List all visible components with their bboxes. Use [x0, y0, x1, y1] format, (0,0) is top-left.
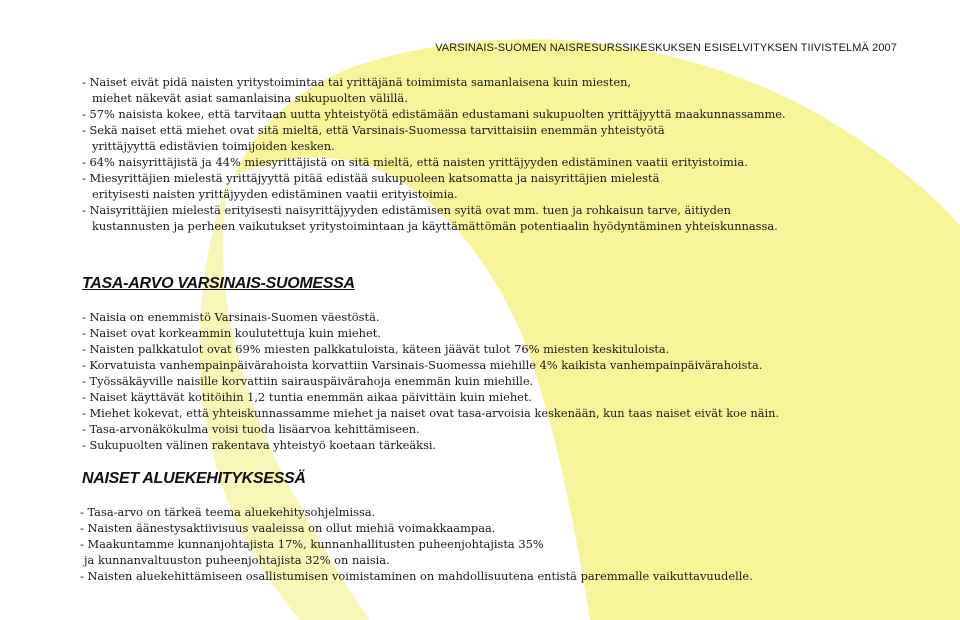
bullet-line: - Naiset ovat korkeammin koulutettuja kuin miehet. [82, 326, 381, 340]
bullet-line: - Naisten äänestysaktiivisuus vaaleissa on ollut miehiä voimakkaampaa. [80, 521, 496, 535]
section-heading: TASA-ARVO VARSINAIS-SUOMESSA [82, 275, 355, 292]
bullet-line: - 57% naisista kokee, että tarvitaan uutta yhteistyötä edistämään edustamani sukupuolten yrittäjyyttä maakunnassamme. [82, 107, 786, 121]
bullet-line: - Naisten palkkatulot ovat 69% miesten palkkatuloista, käteen jäävät tulot 76% miesten keskituloista. [82, 342, 670, 356]
bullet-line: - Sukupuolten välinen rakentava yhteistyö koetaan tärkeäksi. [82, 438, 437, 452]
bullet-line: - Tasa-arvonäkökulma voisi tuoda lisäarvoa kehittämiseen. [82, 422, 420, 436]
bullet-line: - Korvatuista vanhempainpäivärahoista korvattiin Varsinais-Suomessa miehille 4% kaikista vanhempainpäivärahoista. [82, 358, 763, 372]
bullet-line: - Tasa-arvo on tärkeä teema aluekehitysohjelmissa. [80, 505, 376, 519]
bullet-line: - Naiset eivät pidä naisten yritystoimintaa tai yrittäjänä toimimista samanlaisena kuin miesten, [82, 75, 632, 89]
bullet-line: - Miehet kokevat, että yhteiskunnassamme miehet ja naiset ovat tasa-arvoisia keskenään, kun taas naiset eivät koe näin. [82, 406, 780, 420]
bullet-line: - Miesyrittäjien mielestä yrittäjyyttä pitää edistää sukupuoleen katsomatta ja naisyrittäjien mielestä [82, 171, 660, 185]
bullet-line: - Työssäkäyville naisille korvattiin sairauspäivärahoja enemmän kuin miehille. [82, 374, 534, 388]
bullet-line: - Naisten aluekehittämiseen osallistumisen voimistaminen on mahdollisuutena entistä paremmalle vaikuttavuudelle. [80, 569, 753, 583]
bullet-line: erityisesti naisten yrittäjyyden edistäminen vaatii erityistoimia. [92, 187, 458, 201]
section-heading: NAISET ALUEKEHITYKSESSÄ [82, 470, 306, 487]
bullet-line: - Naisia on enemmistö Varsinais-Suomen väestöstä. [82, 310, 380, 324]
bullet-line: - Naiset käyttävät kotitöihin 1,2 tuntia enemmän aikaa päivittäin kuin miehet. [82, 390, 533, 404]
bullet-line: - 64% naisyrittäjistä ja 44% miesyrittäjistä on sitä mieltä, että naisten yrittäjyyden edistäminen vaatii erityistoimia. [82, 155, 748, 169]
bullet-line: - Sekä naiset että miehet ovat sitä mieltä, että Varsinais-Suomessa tarvittaisiin enemmän yhteistyötä [82, 123, 665, 137]
bullet-line: yrittäjyyttä edistävien toimijoiden kesken. [92, 139, 335, 153]
bullet-line: ja kunnanvaltuuston puheenjohtajista 32% on naisia. [84, 553, 390, 567]
bullet-line: kustannusten ja perheen vaikutukset yritystoimintaan ja käyttämättömän potentiaalin hyödyntäminen yhteiskunnassa. [92, 219, 778, 233]
bullet-line: - Maakuntamme kunnanjohtajista 17%, kunnanhallitusten puheenjohtajista 35% [80, 537, 544, 551]
bullet-line: - Naisyrittäjien mielestä erityisesti naisyrittäjyyden edistämisen syitä ovat mm. tuen ja rohkaisun tarve, äitiyden [82, 203, 731, 217]
document-header: VARSINAIS-SUOMEN NAISRESURSSIKESKUKSEN ESISELVITYKSEN TIIVISTELMÄ 2007 [435, 42, 897, 54]
bullet-line: miehet näkevät asiat samanlaisina sukupuolten välillä. [92, 91, 408, 105]
